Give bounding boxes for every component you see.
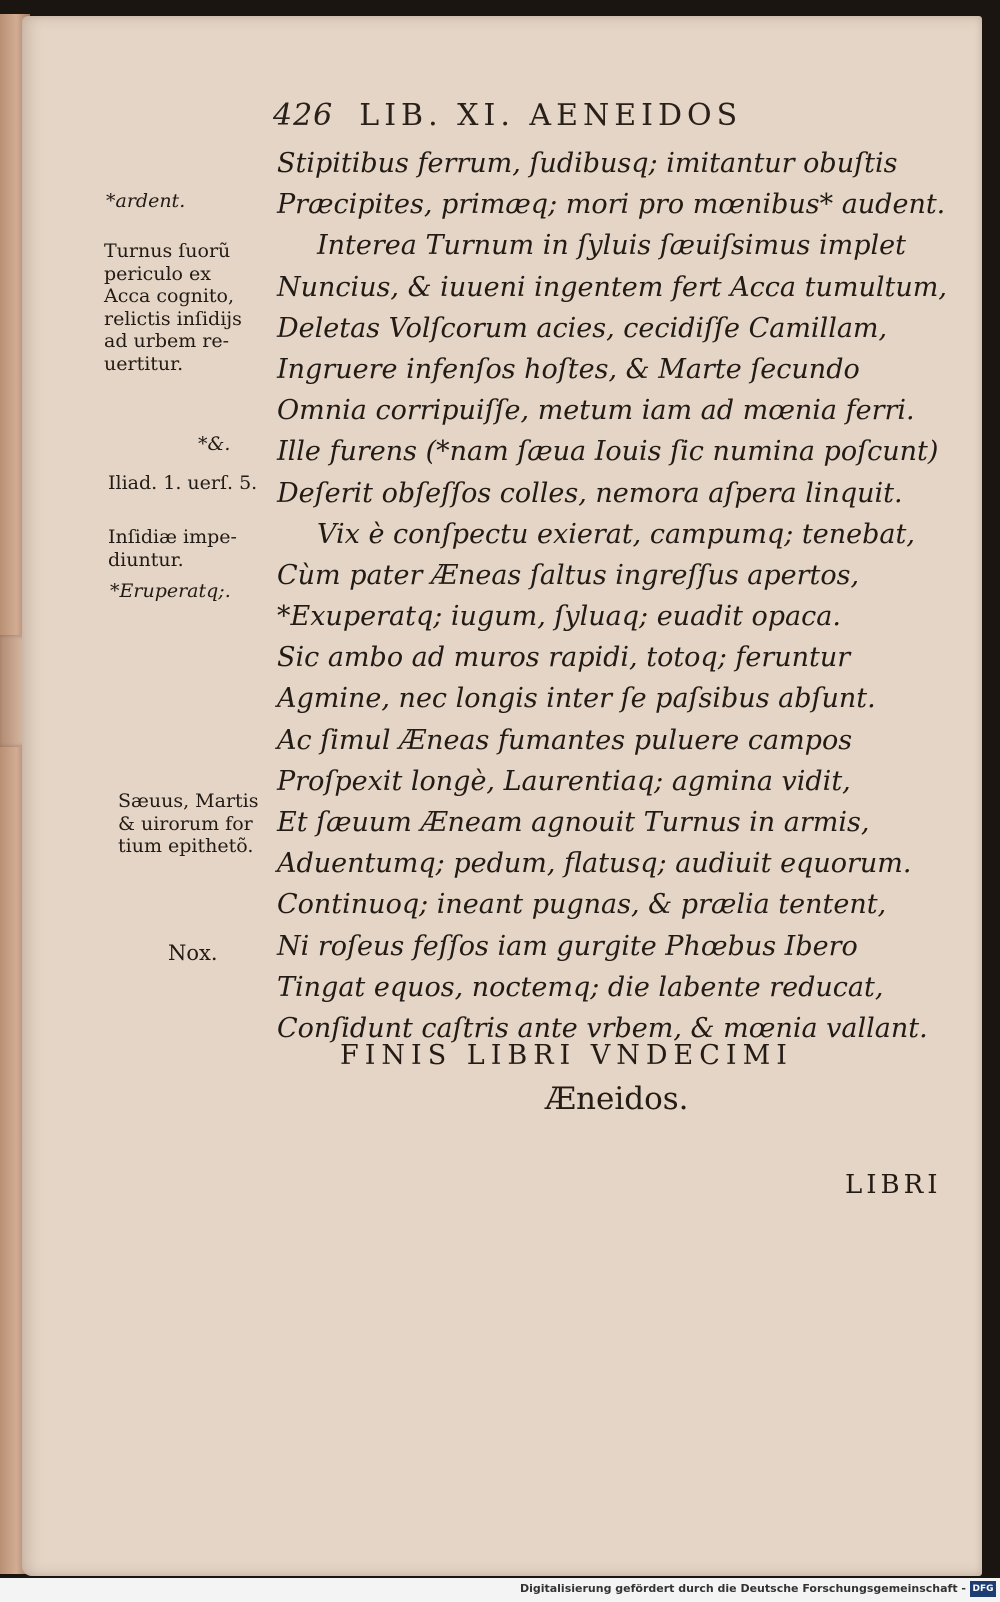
book-explicit — [340, 1040, 920, 1117]
marginal-note-insidiae — [108, 526, 237, 571]
marginal-note-eruperat: *Eruperatq;. — [110, 580, 231, 602]
dfg-logo-icon: DFG — [970, 1581, 996, 1597]
marginal-note-line: diuntur. — [108, 548, 184, 571]
verse-line: Tingat equos, noctemq; die labente reducat, — [277, 971, 884, 1003]
verse-line: Ingruere infenſos hoſtes, & Marte ſecundo — [277, 353, 860, 385]
verse-line: Continuoq; ineant pugnas, & prælia tentent, — [277, 889, 887, 921]
verse-line: Interea Turnum in ſyluis ſæuiſsimus implet — [317, 230, 906, 262]
marginal-note-line: Turnus ſuorũ — [104, 240, 231, 262]
catchword: LIBRI — [845, 1170, 942, 1200]
marginal-note-saeuus — [118, 790, 259, 858]
verse-line: Stipitibus ferrum, ſudibusq; imitantur obuſtis — [277, 148, 898, 179]
marginal-note-line: uertitur. — [104, 352, 184, 375]
explicit-line-1: FINIS LIBRI VNDECIMI — [340, 1040, 793, 1071]
marginal-note-line: relictis inſidijs — [104, 307, 242, 330]
marginal-note-iliad: Iliad. 1. uerſ. 5. — [108, 472, 258, 494]
marginal-note-line: ad urbem re- — [104, 330, 230, 352]
marginal-note-et: *&. — [198, 433, 231, 455]
explicit-line-2: Æneidos. — [545, 1081, 689, 1117]
verse-line: Ni roſeus feſſos iam gurgite Phœbus Ibero — [277, 930, 858, 962]
marginal-note-ardent: *ardent. — [106, 190, 186, 212]
marginal-note-line: periculo ex — [104, 262, 211, 285]
verse-line: Conſidunt caſtris ante vrbem, & mœnia vallant. — [277, 1012, 928, 1044]
marginal-note-turnus — [104, 240, 242, 375]
running-title: LIB. XI. AENEIDOS — [359, 98, 743, 133]
verse-line: Agmine, nec longis inter ſe paſsibus abſunt. — [277, 683, 876, 715]
marginal-note-line: tium epithetõ. — [118, 835, 254, 857]
verse-block — [277, 143, 967, 1049]
verse-line: Omnia corripuiſſe, metum iam ad mœnia ferri. — [277, 395, 915, 427]
page-header — [273, 98, 742, 133]
verse-line: Aduentumq; pedum, flatusq; audiuit equorum. — [277, 848, 912, 880]
verse-line: Nuncius, & iuueni ingentem fert Acca tumultum, — [277, 271, 947, 303]
marginal-note-nox: Nox. — [168, 941, 218, 965]
page-number: 426 — [273, 98, 334, 133]
digitization-footer — [0, 1578, 1000, 1602]
marginal-note-line: Inſidiæ impe- — [108, 526, 237, 548]
verse-line: Ille furens (*nam ſæua Iouis ſic numina poſcunt) — [277, 436, 939, 468]
verse-line: Vix è conſpectu exierat, campumq; tenebat, — [317, 518, 915, 550]
marginal-note-line: Sæuus, Martis — [118, 790, 259, 812]
verse-line: *Exuperatq; iugum, ſyluaq; euadit opaca. — [277, 601, 841, 633]
verse-line: Deletas Volſcorum acies, cecidiſſe Camillam, — [277, 312, 888, 344]
verse-line: Et ſæuum Æneam agnouit Turnus in armis, — [277, 807, 870, 838]
verse-line: Ac ſimul Æneas fumantes puluere campos — [277, 724, 853, 756]
verse-line: Proſpexit longè, Laurentiaq; agmina vidit, — [277, 765, 851, 797]
marginal-note-line: Acca cognito, — [104, 285, 235, 307]
verse-line: Sic ambo ad muros rapidi, totoq; feruntur — [277, 642, 851, 674]
marginal-note-line: & uirorum for — [118, 812, 253, 835]
verse-line: Deſerit obſeſſos colles, nemora aſpera linquit. — [277, 477, 903, 509]
verse-line: Præcipites, primæq; mori pro mœnibus* audent. — [277, 189, 946, 221]
footer-credit: Digitalisierung gefördert durch die Deutsche Forschungsgemeinschaft - — [519, 1582, 966, 1595]
verse-line: Cùm pater Æneas ſaltus ingreſſus apertos, — [277, 559, 860, 591]
